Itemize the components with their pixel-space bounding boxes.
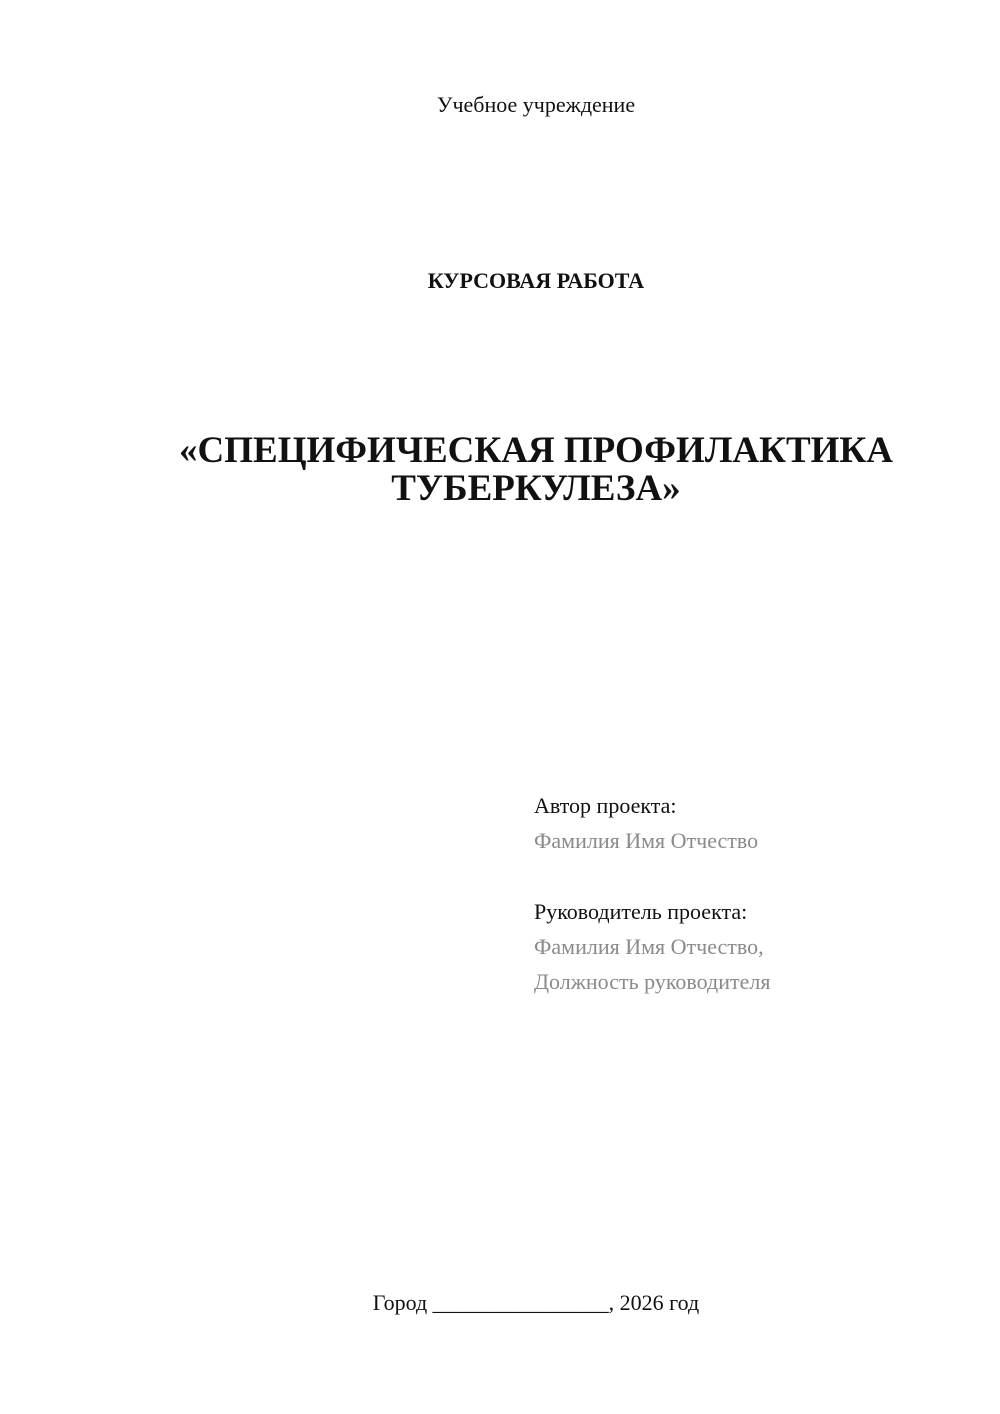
author-label: Автор проекта: <box>534 793 677 818</box>
author-block <box>534 788 770 858</box>
supervisor-name: Фамилия Имя Отчество, <box>534 934 764 959</box>
document-title <box>0 432 1000 508</box>
supervisor-block <box>534 894 770 999</box>
supervisor-label: Руководитель проекта: <box>534 899 748 924</box>
document-type: КУРСОВАЯ РАБОТА <box>427 268 645 293</box>
credits-block <box>534 788 770 999</box>
supervisor-position: Должность руководителя <box>534 969 771 994</box>
author-name: Фамилия Имя Отчество <box>534 828 759 853</box>
document-title-line-1: «СПЕЦИФИЧЕСКАЯ ПРОФИЛАКТИКА <box>179 430 893 471</box>
document-title-line-2: ТУБЕРКУЛЕЗА» <box>391 468 681 509</box>
city-year-line: Город ________________, 2026 год <box>372 1290 700 1315</box>
institution-name: Учебное учреждение <box>436 92 636 117</box>
